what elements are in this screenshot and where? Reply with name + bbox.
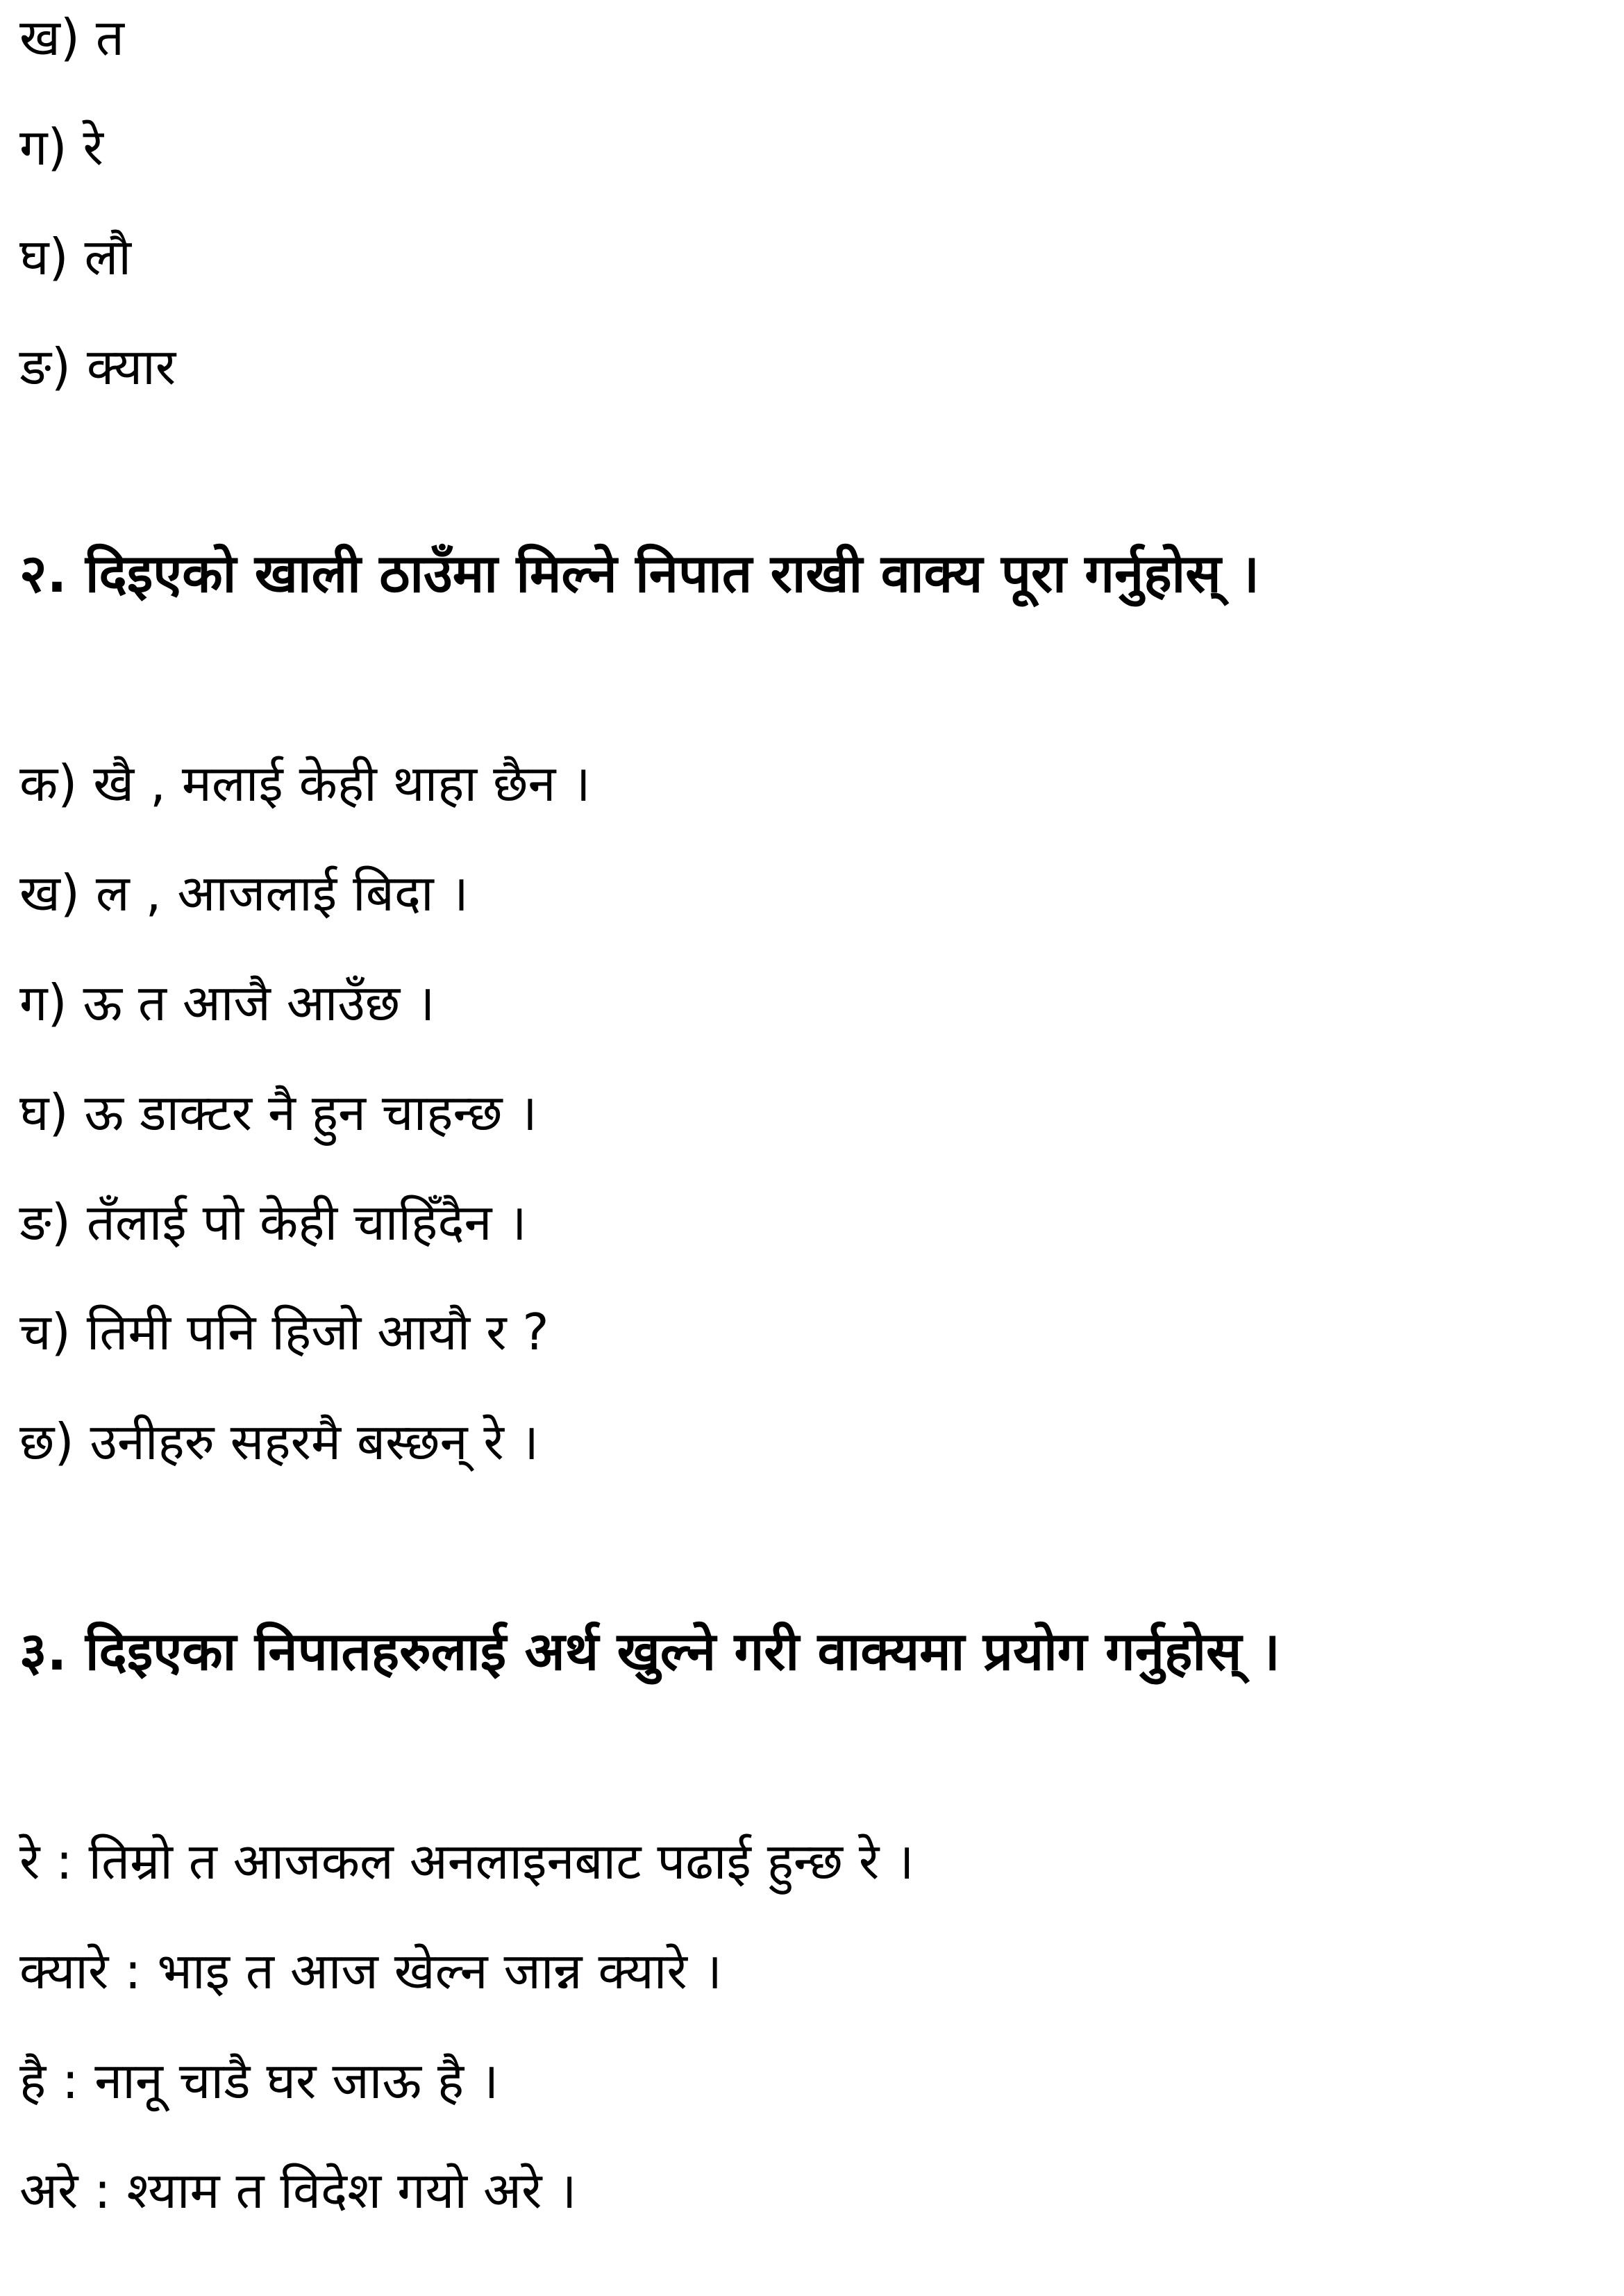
answer-line: ग) ऊ त आजै आउँछ ।	[19, 974, 435, 1032]
question-3-heading: ३. दिइएका निपातहरुलाई अर्थ खुल्ने गरी वाक्यमा प्रयोग गर्नुहोस् ।	[19, 1620, 1280, 1682]
answer-line: है : नानू चाडै घर जाऊ है ।	[19, 2052, 499, 2110]
answer-line: अरे : श्याम त विदेश गयो अरे ।	[19, 2161, 577, 2220]
answer-line: घ) लौ	[19, 228, 131, 286]
answer-line: क्यारे : भाइ त आज खेल्न जान्न क्यारे ।	[19, 1942, 723, 2000]
answer-line: ङ) क्यार	[19, 338, 176, 396]
answer-line: रे : तिम्रो त आजकल अनलाइनबाट पढाई हुन्छ रे ।	[19, 1832, 914, 1890]
answer-line: ग) रे	[19, 118, 103, 176]
answer-line: क) खै , मलाई केही थाहा छैन ।	[19, 754, 591, 813]
answer-line: ङ) तँलाई पो केही चाहिँदैन ।	[19, 1193, 527, 1251]
answer-line: ख) त	[19, 8, 124, 67]
answer-line: घ) ऊ डाक्टर नै हुन चाहन्छ ।	[19, 1083, 537, 1142]
answer-line: च) तिमी पनि हिजो आयौ र ?	[19, 1303, 549, 1361]
question-2-heading: २. दिइएको खाली ठाउँमा मिल्ने निपात राखी वाक्य पूरा गर्नुहोस् ।	[19, 542, 1259, 604]
answer-line: छ) उनीहरु सहरमै बस्छन् रे ।	[19, 1413, 539, 1471]
answer-line: ख) ल , आजलाई बिदा ।	[19, 864, 469, 922]
